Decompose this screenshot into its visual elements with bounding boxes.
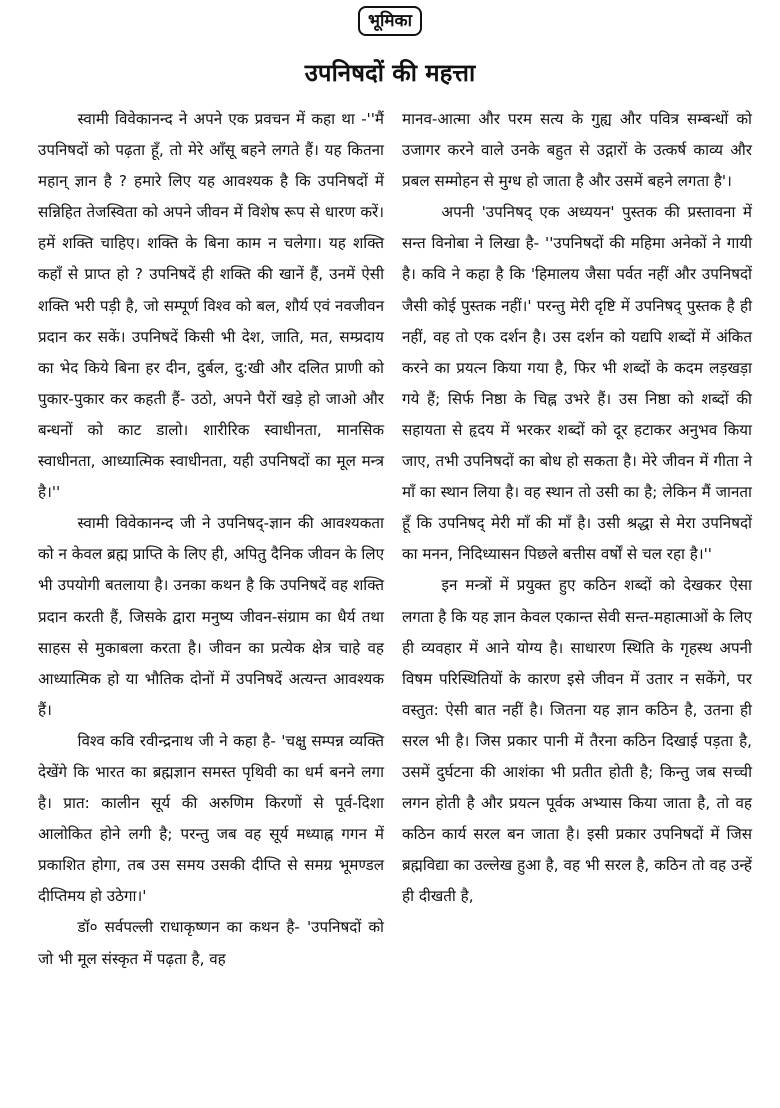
section-badge: भूमिका [358, 6, 422, 36]
page-title: उपनिषदों की महत्ता [304, 59, 476, 87]
right-column [402, 104, 752, 912]
paragraph: इन मन्त्रों में प्रयुक्त हुए कठिन शब्दों को देखकर ऐसा लगता है कि यह ज्ञान केवल एकान्त सेवी सन्त-महात्माओं के लिए ही व्यवहार में आने योग्य है। साधारण स्थिति के गृहस्थ अपनी विषम परिस्थितियों के कारण इसे जीवन में उतार न सकेंगे, पर वस्तुत: ऐसी बात नहीं है। जितना यह ज्ञान कठिन है, उतना ही सरल भी है। जिस प्रकार पानी में तैरना कठिन दिखाई पड़ता है, उसमें दुर्घटना की आशंका भी प्रतीत होती है; किन्तु जब सच्ची लगन होती है और प्रयत्न पूर्वक अभ्यास किया जाता है, तो वह कठिन कार्य सरल बन जाता है। इसी प्रकार उपनिषदों में जिस ब्रह्मविद्या का उल्लेख हुआ है, वह भी सरल है, कठिन तो वह उन्हें ही दीखती है, [402, 576, 752, 906]
paragraph: विश्व कवि रवीन्द्रनाथ जी ने कहा है- 'चक्षु सम्पन्न व्यक्ति देखेंगे कि भारत का ब्रह्मज्ञान समस्त पृथिवी का धर्म बनने लगा है। प्रात: कालीन सूर्य की अरुणिम किरणों से पूर्व-दिशा आलोकित होने लगी है; परन्तु जब वह सूर्य मध्याह्न गगन में प्रकाशित होगा, तब उस समय उसकी दीप्ति से समग्र भूमण्डल दीप्तिमय हो उठेगा।' [38, 731, 384, 906]
paragraph: डॉ० सर्वपल्ली राधाकृष्णन का कथन है- 'उपनिषदों को जो भी मूल संस्कृत में पढ़ता है, वह [38, 918, 384, 968]
left-column [38, 104, 384, 975]
paragraph: अपनी 'उपनिषद् एक अध्ययन' पुस्तक की प्रस्तावना में सन्त विनोबा ने लिखा है- ''उपनिषदों की महिमा अनेकों ने गायी है। कवि ने कहा है कि 'हिमालय जैसा पर्वत नहीं और उपनिषदों जैसी कोई पुस्तक नहीं।' परन्तु मेरी दृष्टि में उपनिषद् पुस्तक है ही नहीं, वह तो एक दर्शन है। उस दर्शन को यद्यपि शब्दों में अंकित करने का प्रयत्न किया गया है, फिर भी शब्दों के कदम लड़खड़ा गये हैं; सिर्फ निष्ठा के चिह्न उभरे हैं। उस निष्ठा को शब्दों की सहायता से हृदय में भरकर शब्दों को दूर हटाकर अनुभव किया जाए, तभी उपनिषदों का बोध हो सकता है। मेरे जीवन में गीता ने माँ का स्थान लिया है। वह स्थान तो उसी का है; लेकिन मैं जानता हूँ कि उपनिषद् मेरी माँ की माँ है। उसी श्रद्धा से मेरा उपनिषदों का मनन, निदिध्यासन पिछले बत्तीस वर्षों से चल रहा है।'' [402, 203, 752, 564]
section-label-wrap [0, 6, 780, 36]
paragraph-continuation: मानव-आत्मा और परम सत्य के गुह्य और पवित्र सम्बन्धों को उजागर करने वाले उनके बहुत से उद्गारों के उत्कर्ष काव्य और प्रबल सम्मोहन से मुग्ध हो जाता है और उसमें बहने लगता है'। [402, 110, 752, 191]
paragraph: स्वामी विवेकानन्द जी ने उपनिषद्-ज्ञान की आवश्यकता को न केवल ब्रह्म प्राप्ति के लिए ही, अपितु दैनिक जीवन के लिए भी उपयोगी बतलाया है। उनका कथन है कि उपनिषदें वह शक्ति प्रदान करती हैं, जिसके द्वारा मनुष्य जीवन-संग्राम का धैर्य तथा साहस से मुकाबला करता है। जीवन का प्रत्येक क्षेत्र चाहे वह आध्यात्मिक हो या भौतिक दोनों में उपनिषदें अत्यन्त आवश्यक हैं। [38, 514, 384, 719]
paragraph: स्वामी विवेकानन्द ने अपने एक प्रवचन में कहा था -''मैं उपनिषदों को पढ़ता हूँ, तो मेरे आँसू बहने लगते हैं। यह कितना महान् ज्ञान है ? हमारे लिए यह आवश्यक है कि उपनिषदों में सन्निहित तेजस्विता को अपने जीवन में विशेष रूप से धारण करें। हमें शक्ति चाहिए। शक्ति के बिना काम न चलेगा। यह शक्ति कहाँ से प्राप्त हो ? उपनिषदें ही शक्ति की खानें हैं, उनमें ऐसी शक्ति भरी पड़ी है, जो सम्पूर्ण विश्व को बल, शौर्य एवं नवजीवन प्रदान कर सकें। उपनिषदें किसी भी देश, जाति, मत, सम्प्रदाय का भेद किये बिना हर दीन, दुर्बल, दु:खी और दलित प्राणी को पुकार-पुकार कर कहती हैं- उठो, अपने पैरों खड़े हो जाओ और बन्धनों को काट डालो। शारीरिक स्वाधीनता, मानसिक स्वाधीनता, आध्यात्मिक स्वाधीनता, यही उपनिषदों का मूल मन्त्र है।'' [38, 110, 384, 502]
